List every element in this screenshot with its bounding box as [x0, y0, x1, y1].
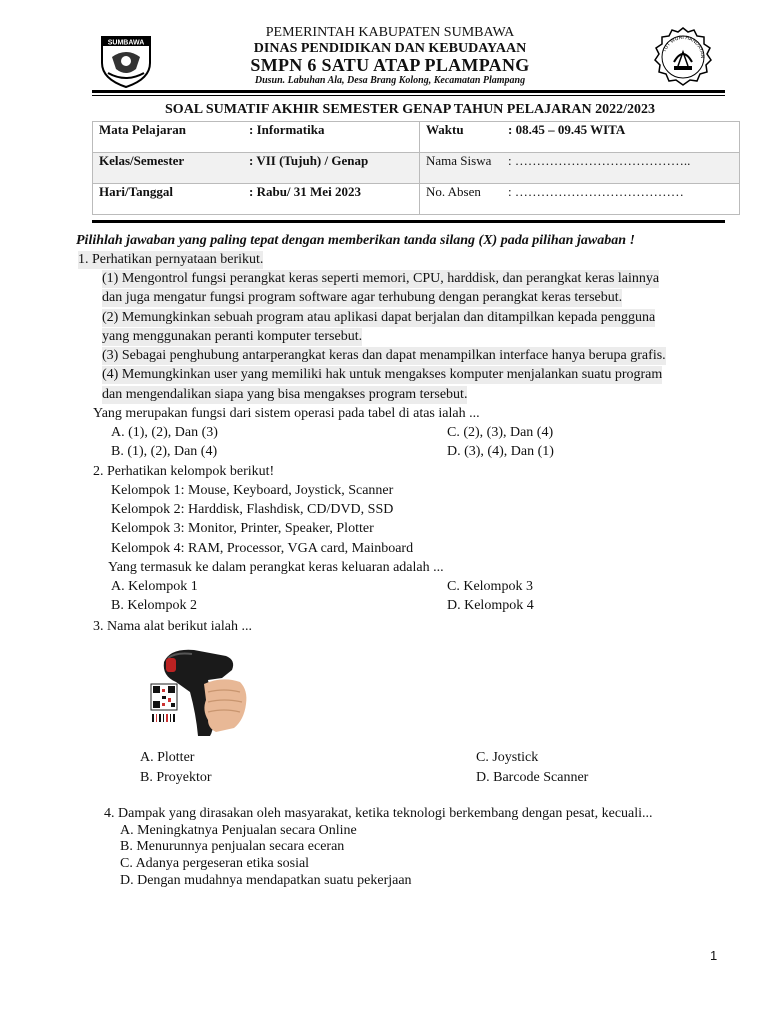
- exam-title: SOAL SUMATIF AKHIR SEMESTER GENAP TAHUN PELAJARAN 2022/2023: [165, 102, 655, 117]
- barcode-scanner-image: [146, 640, 250, 740]
- q4-option-c[interactable]: C. Adanya pergeseran etika sosial: [120, 856, 310, 871]
- q1-question: Yang merupakan fungsi dari sistem operasi pada tabel di atas ialah ...: [93, 406, 480, 421]
- q3-option-d[interactable]: D. Barcode Scanner: [476, 770, 589, 785]
- class-value: : VII (Tujuh) / Genap: [249, 153, 369, 168]
- government-line: PEMERINTAH KABUPATEN SUMBAWA: [265, 25, 515, 40]
- sumbawa-logo-icon: [98, 33, 154, 89]
- header-rule-thin: [92, 95, 725, 96]
- q1-option-b[interactable]: B. (1), (2), Dan (4): [111, 444, 218, 459]
- page-number: 1: [710, 948, 718, 963]
- info-row-class: [93, 153, 740, 184]
- q1-stem: 1. Perhatikan pernyataan berikut.: [78, 252, 264, 267]
- subject-label: Mata Pelajaran: [99, 122, 187, 137]
- q4-stem: 4. Dampak yang dirasakan oleh masyarakat, ketika teknologi berkembang dengan pesat, kecuali...: [104, 806, 653, 821]
- tut-wuri-handayani-logo-icon: [652, 26, 714, 88]
- q4-option-d[interactable]: D. Dengan mudahnya mendapatkan suatu pekerjaan: [120, 873, 412, 888]
- class-label: Kelas/Semester: [99, 153, 185, 168]
- q2-option-a[interactable]: A. Kelompok 1: [111, 579, 198, 594]
- qr-code-icon: [151, 684, 177, 710]
- q2-option-d[interactable]: D. Kelompok 4: [447, 598, 534, 613]
- q1-statement-2a: (2) Memungkinkan sebuah program atau aplikasi dapat berjalan dan ditampilkan kepada pengguna: [102, 310, 656, 325]
- table-rule: [92, 220, 725, 223]
- header-rule-thick: [92, 90, 725, 93]
- absen-field[interactable]: : …………………………………: [508, 184, 684, 199]
- q2-group-1: Kelompok 1: Mouse, Keyboard, Joystick, Scanner: [111, 483, 394, 498]
- sumbawa-logo-text: SUMBAWA: [107, 39, 145, 47]
- school-address: Dusun. Labuhan Ala, Desa Brang Kolong, Kecamatan Plampang: [254, 75, 526, 86]
- q3-stem: 3. Nama alat berikut ialah ...: [93, 619, 252, 634]
- q1-statement-3: (3) Sebagai penghubung antarperangkat keras dan dapat menampilkan interface hanya berupa grafis.: [102, 348, 666, 363]
- q2-option-b[interactable]: B. Kelompok 2: [111, 598, 197, 613]
- q2-option-c[interactable]: C. Kelompok 3: [447, 579, 533, 594]
- q1-option-c[interactable]: C. (2), (3), Dan (4): [447, 425, 554, 440]
- absen-label: No. Absen: [426, 184, 481, 199]
- q2-question: Yang termasuk ke dalam perangkat keras keluaran adalah ...: [108, 560, 444, 575]
- q1-option-a[interactable]: A. (1), (2), Dan (3): [111, 425, 218, 440]
- q2-group-2: Kelompok 2: Harddisk, Flashdisk, CD/DVD, SSD: [111, 502, 394, 517]
- q2-group-3: Kelompok 3: Monitor, Printer, Speaker, Plotter: [111, 521, 374, 536]
- tut-wuri-logo-text: TUT WURI HANDAYAN: [661, 34, 706, 59]
- info-row-date: [93, 184, 740, 215]
- date-value: : Rabu/ 31 Mei 2023: [249, 184, 361, 199]
- q1-option-d[interactable]: D. (3), (4), Dan (1): [447, 444, 554, 459]
- exam-info-table: [92, 121, 740, 215]
- q1-statement-4a: (4) Memungkinkan user yang memiliki hak untuk mengakses komputer menjalankan suatu program: [102, 367, 663, 382]
- time-value: : 08.45 – 09.45 WITA: [508, 122, 626, 137]
- q3-option-c[interactable]: C. Joystick: [476, 750, 539, 765]
- q2-stem: 2. Perhatikan kelompok berikut!: [93, 464, 275, 479]
- student-name-label: Nama Siswa: [426, 153, 492, 168]
- time-label: Waktu: [426, 122, 464, 137]
- school-name: SMPN 6 SATU ATAP PLAMPANG: [250, 55, 530, 75]
- q1-statement-1a: (1) Mengontrol fungsi perangkat keras seperti memori, CPU, harddisk, dan perangkat keras lainnya: [102, 271, 660, 286]
- q4-option-a[interactable]: A. Meningkatnya Penjualan secara Online: [120, 823, 357, 838]
- q4-option-b[interactable]: B. Menurunnya penjualan secara eceran: [120, 839, 345, 854]
- department-line: DINAS PENDIDIKAN DAN KEBUDAYAAN: [253, 41, 527, 56]
- subject-value: : Informatika: [249, 122, 325, 137]
- q1-statement-1b: dan juga mengatur fungsi program software agar terhubung dengan perangkat keras tersebut.: [102, 290, 623, 305]
- info-row-subject: [93, 122, 740, 153]
- q1-statement-2b: yang menggunakan peranti komputer tersebut.: [102, 329, 363, 344]
- instruction: Pilihlah jawaban yang paling tepat dengan memberikan tanda silang (X) pada pilihan jawaban !: [76, 233, 635, 248]
- student-name-field[interactable]: : …………………………………..: [508, 153, 691, 168]
- q3-option-b[interactable]: B. Proyektor: [140, 770, 212, 785]
- q1-statement-4b: dan mengendalikan siapa yang bisa mengakses program tersebut.: [102, 387, 468, 402]
- date-label: Hari/Tanggal: [99, 184, 173, 199]
- q3-option-a[interactable]: A. Plotter: [140, 750, 195, 765]
- q2-group-4: Kelompok 4: RAM, Processor, VGA card, Mainboard: [111, 541, 414, 556]
